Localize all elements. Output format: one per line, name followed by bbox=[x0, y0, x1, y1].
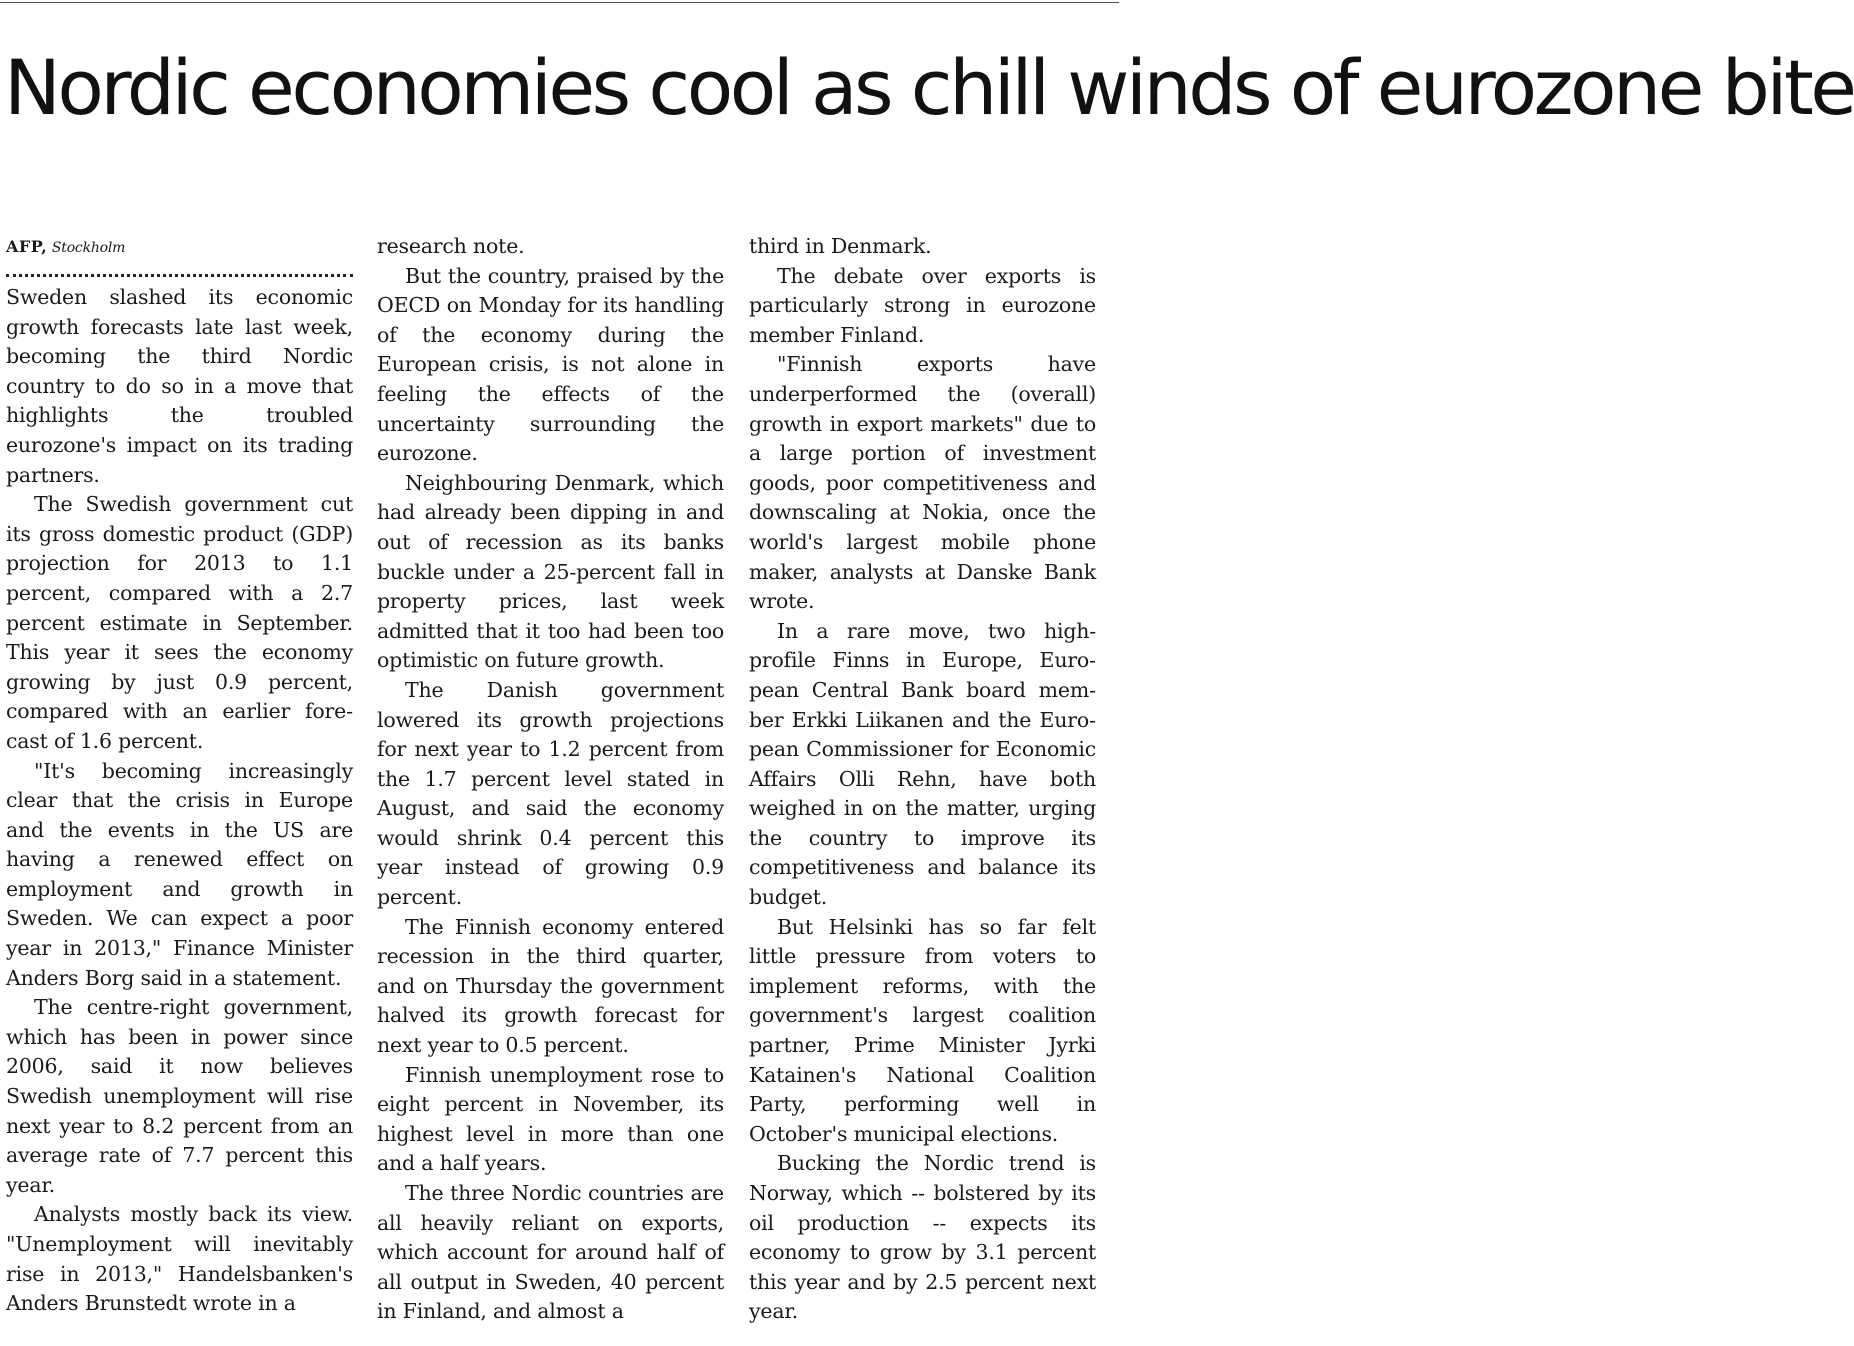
column-2 bbox=[377, 232, 724, 1327]
paragraph: Bucking the Nordic trend is Norway, which -- bolstered by its oil production -- expects its economy to grow by 3.1 percent this year and by 2.5 percent next year. bbox=[749, 1151, 1096, 1324]
paragraph: But the country, praised by the OECD on Monday for its handling of the economy during the European crisis, is not alone in feeling the effects of the uncertainty surrounding the eurozone. bbox=[377, 263, 724, 466]
paragraph: Sweden slashed its economic growth forecasts late last week, becoming the third Nordic country to do so in a move that highlights the troubled eurozone's impact on its trading partners. bbox=[6, 285, 353, 487]
paragraph: The centre-right government, which has been in power since 2006, said it now believes Swedish unemployment will rise next year to 8.2 percent from an average rate of 7.7 percent this year. bbox=[6, 995, 353, 1197]
paragraph: Analysts mostly back its view. "Unemployment will inevitably rise in 2013," Handelsbanken's Anders Brunstedt wrote in a bbox=[6, 1202, 353, 1316]
byline-agency: AFP, bbox=[6, 237, 48, 256]
top-rule bbox=[0, 2, 1119, 3]
headline: Nordic economies cool as chill winds of eurozone bite bbox=[4, 43, 1854, 132]
paragraph: The Finnish economy entered recession in the third quarter, and on Thursday the government halved its growth forecast for next year to 0.5 percent. bbox=[377, 914, 724, 1058]
paragraph-continuation: research note. bbox=[377, 234, 525, 258]
paragraph: "It's becoming increasingly clear that the crisis in Europe and the events in the US are having a renewed effect on employment and growth in Sweden. We can expect a poor year in 2013," Finance Minister Anders Borg said in a statement. bbox=[6, 758, 353, 990]
paragraph: In a rare move, two high-profile Finns in Europe, European Central Bank board member Erkki Liikanen and the European Commissioner for Economic Affairs Olli Rehn, have both weighed in on the matter, urging the country to improve its competitiveness and balance its budget. bbox=[749, 618, 1096, 910]
byline-dateline: Stockholm bbox=[51, 240, 126, 256]
article-body bbox=[6, 232, 1098, 1338]
column-3 bbox=[749, 232, 1096, 1327]
paragraph: "Finnish exports have underperformed the (overall) growth in export markets" due to a large portion of investment goods, poor competitiveness and downscaling at Nokia, once the world's largest mobile phone maker, analysts at Danske Bank wrote. bbox=[749, 352, 1096, 614]
column-1 bbox=[6, 232, 353, 1319]
paragraph-continuation: third in Denmark. bbox=[749, 234, 932, 258]
paragraph: But Helsinki has so far felt little pressure from voters to implement reforms, with the government's largest coalition partner, Prime Minister Jyrki Katainen's National Coalition Party, performing well in October's municipal elections. bbox=[749, 914, 1096, 1146]
paragraph: The Swedish government cut its gross domestic product (GDP) projection for 2013 to 1.1 percent, compared with a 2.7 percent estimate in September. This year it sees the economy growing by just 0.9 percent, compared with an earlier forecast of 1.6 percent. bbox=[6, 492, 353, 753]
paragraph: Finnish unemployment rose to eight percent in November, its highest level in more than one and a half years. bbox=[377, 1062, 724, 1176]
paragraph: The three Nordic countries are all heavily reliant on exports, which account for around half of all output in Sweden, 40 percent in Finland, and almost a bbox=[377, 1181, 724, 1324]
byline bbox=[6, 232, 353, 262]
paragraph: The debate over exports is particularly strong in eurozone member Finland. bbox=[749, 263, 1096, 347]
paragraph: The Danish government lowered its growth projections for next year to 1.2 percent from the 1.7 percent level stated in August, and said the economy would shrink 0.4 percent this year instead of growing 0.9 percent. bbox=[377, 677, 724, 910]
paragraph: Neighbouring Denmark, which had already been dipping in and out of recession as its banks buckle under a 25-percent fall in property prices, last week admitted that it too had been too optimistic on future growth. bbox=[377, 470, 724, 673]
byline-divider bbox=[6, 274, 353, 277]
